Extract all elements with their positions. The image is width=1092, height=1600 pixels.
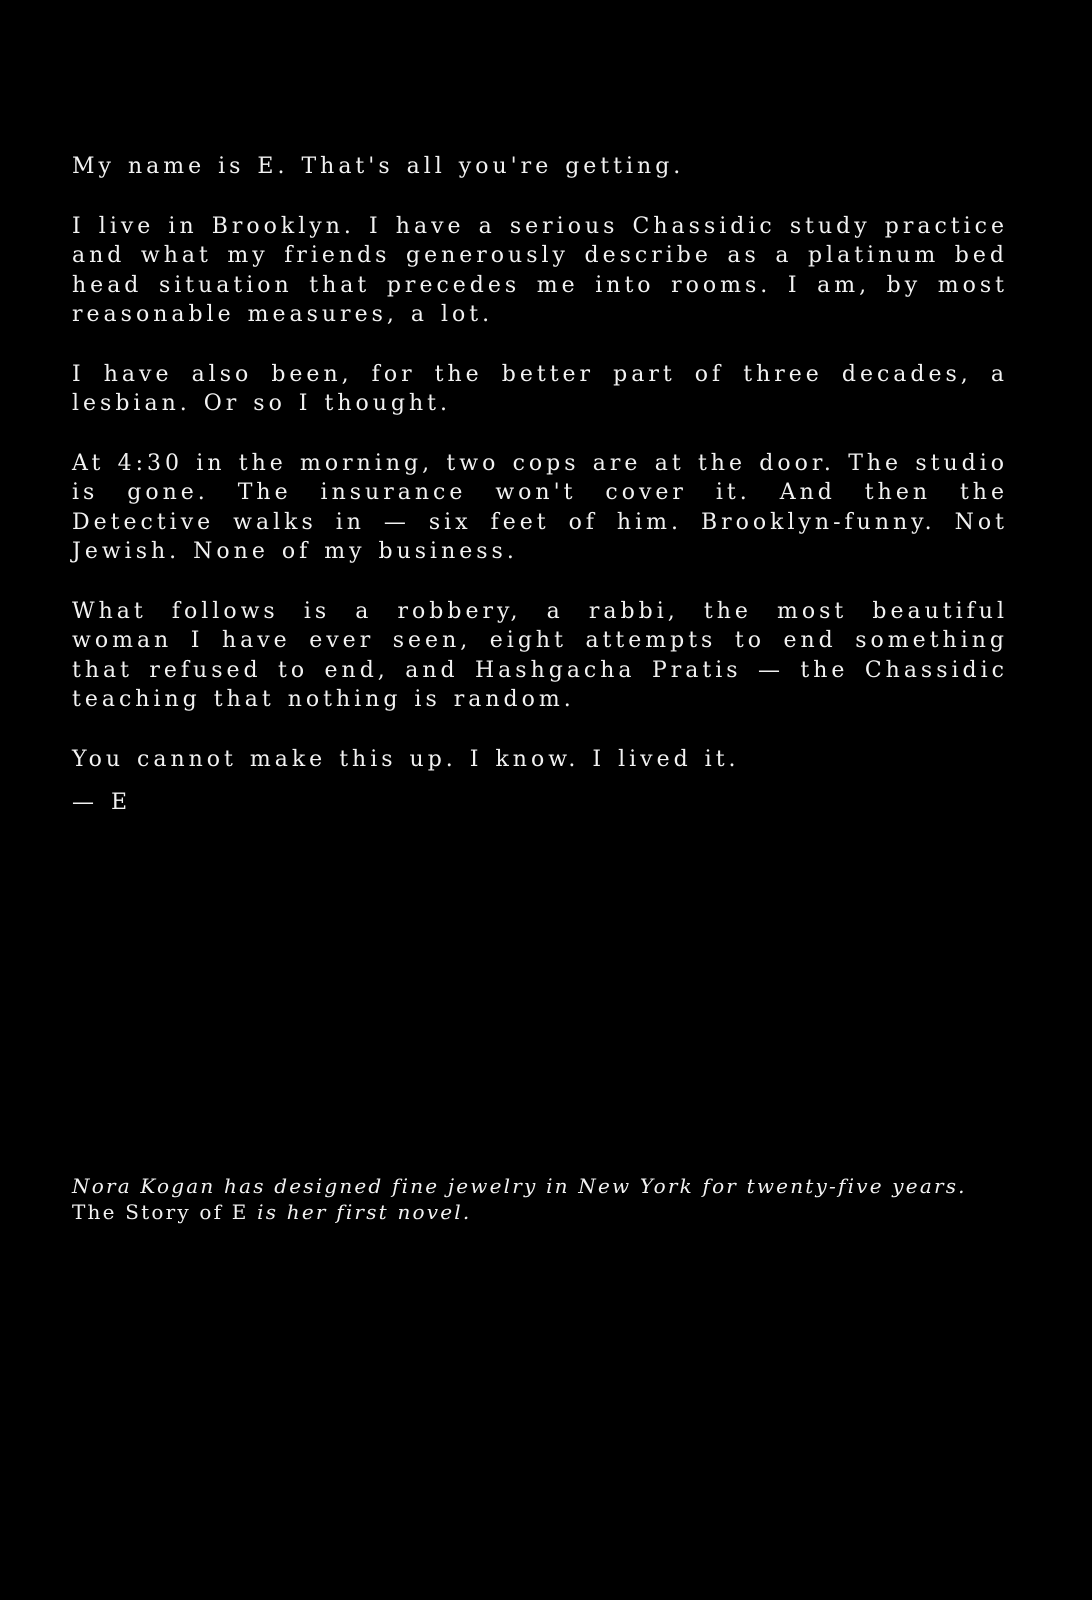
author-bio-line-1: Nora Kogan has designed fine jewelry in New York for twenty-five years.: [72, 1174, 967, 1198]
signature: — E: [72, 790, 132, 815]
blurb-paragraph-1: My name is E. That's all you're getting.: [72, 154, 685, 179]
book-title: The Story of E: [72, 1200, 249, 1224]
blurb-paragraph-5: What follows is a robbery, a rabbi, the most beautiful woman I have ever seen, eight attempts to end something that refused to end, and Hashgacha Pratis — the Chassidic teaching that nothing is random.: [72, 598, 1008, 712]
blurb-paragraph-4: At 4:30 in the morning, two cops are at the door. The studio is gone. The insurance won't cover it. And then the Detective walks in — six feet of him. Brooklyn-funny. Not Jewish. None of my business.: [72, 450, 1008, 564]
author-bio-line-2-rest: is her first novel.: [248, 1200, 472, 1224]
blurb: [72, 152, 1008, 818]
blurb-paragraph-3: I have also been, for the better part of three decades, a lesbian. Or so I thought.: [72, 361, 1008, 416]
author-bio: [72, 1173, 1032, 1225]
blurb-paragraph-2: I live in Brooklyn. I have a serious Chassidic study practice and what my friends generously describe as a platinum bed head situation that precedes me into rooms. I am, by most reasonable measures, a lot.: [72, 213, 1008, 327]
blurb-paragraph-6: You cannot make this up. I know. I lived it.: [72, 746, 740, 772]
author-bio-line-2: [72, 1199, 1032, 1225]
